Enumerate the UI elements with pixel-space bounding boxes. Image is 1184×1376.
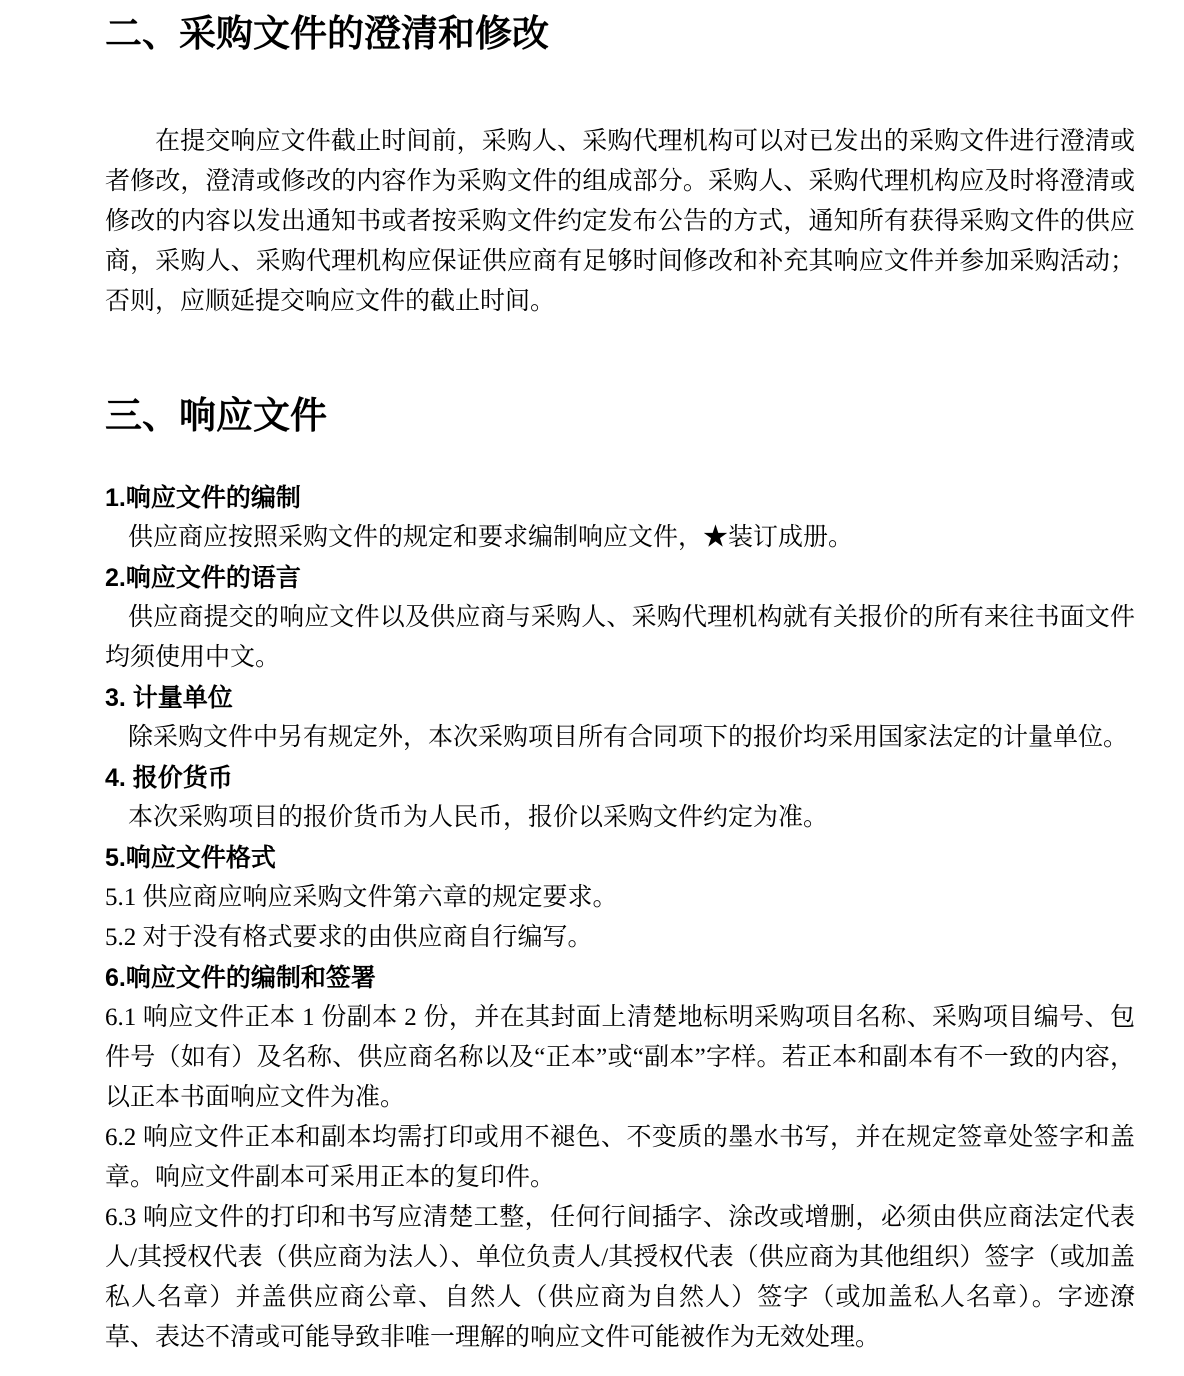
item-2-heading: 2.响应文件的语言 bbox=[105, 564, 301, 592]
section-2-paragraph: 在提交响应文件截止时间前，采购人、采购代理机构可以对已发出的采购文件进行澄清或者修改，澄清或修改的内容作为采购文件的组成部分。采购人、采购代理机构应及时将澄清或修改的内容以发出通知书或者按采购文件约定发布公告的方式，通知所有获得采购文件的供应商，采购人、采购代理机构应保证供应商有足够时间修改和补充其响应文件并参加采购活动；否则，应顺延提交响应文件的截止时间。 bbox=[105, 128, 1135, 315]
item-3-body: 除采购文件中另有规定外，本次采购项目所有合同项下的报价均采用国家法定的计量单位。 bbox=[128, 724, 1129, 751]
item-1-heading: 1.响应文件的编制 bbox=[105, 484, 301, 512]
item-6-3-body: 6.3 响应文件的打印和书写应清楚工整，任何行间插字、涂改或增删，必须由供应商法定代表人/其授权代表（供应商为法人）、单位负责人/其授权代表（供应商为其他组织）签字（或加盖私人名章）并盖供应商公章、自然人（供应商为自然人）签字（或加盖私人名章）。字迹潦草、表达不清或可能导致非唯一理解的响应文件可能被作为无效处理。 bbox=[105, 1204, 1135, 1351]
item-6-1-body: 6.1 响应文件正本 1 份副本 2 份，并在其封面上清楚地标明采购项目名称、采购项目编号、包件号（如有）及名称、供应商名称以及“正本”或“副本”字样。若正本和副本有不一致的内容，以正本书面响应文件为准。 bbox=[105, 1004, 1135, 1111]
section-3-items bbox=[105, 478, 1135, 1358]
section-2-heading: 二、采购文件的澄清和修改 bbox=[105, 13, 549, 54]
item-3-heading: 3. 计量单位 bbox=[105, 684, 233, 712]
item-5-heading: 5.响应文件格式 bbox=[105, 844, 276, 872]
item-5-2-body: 5.2 对于没有格式要求的由供应商自行编写。 bbox=[105, 924, 593, 951]
item-4-body: 本次采购项目的报价货币为人民币，报价以采购文件约定为准。 bbox=[128, 804, 829, 831]
item-5-1-body: 5.1 供应商应响应采购文件第六章的规定要求。 bbox=[105, 884, 618, 911]
item-6-heading: 6.响应文件的编制和签署 bbox=[105, 964, 376, 992]
item-6-2-body: 6.2 响应文件正本和副本均需打印或用不褪色、不变质的墨水书写，并在规定签章处签字和盖章。响应文件副本可采用正本的复印件。 bbox=[105, 1124, 1135, 1191]
section-3-heading: 三、响应文件 bbox=[105, 395, 327, 436]
item-4-heading: 4. 报价货币 bbox=[105, 764, 233, 792]
item-2-body: 供应商提交的响应文件以及供应商与采购人、采购代理机构就有关报价的所有来往书面文件均须使用中文。 bbox=[105, 604, 1135, 671]
item-1-body: 供应商应按照采购文件的规定和要求编制响应文件，★装订成册。 bbox=[128, 524, 854, 551]
